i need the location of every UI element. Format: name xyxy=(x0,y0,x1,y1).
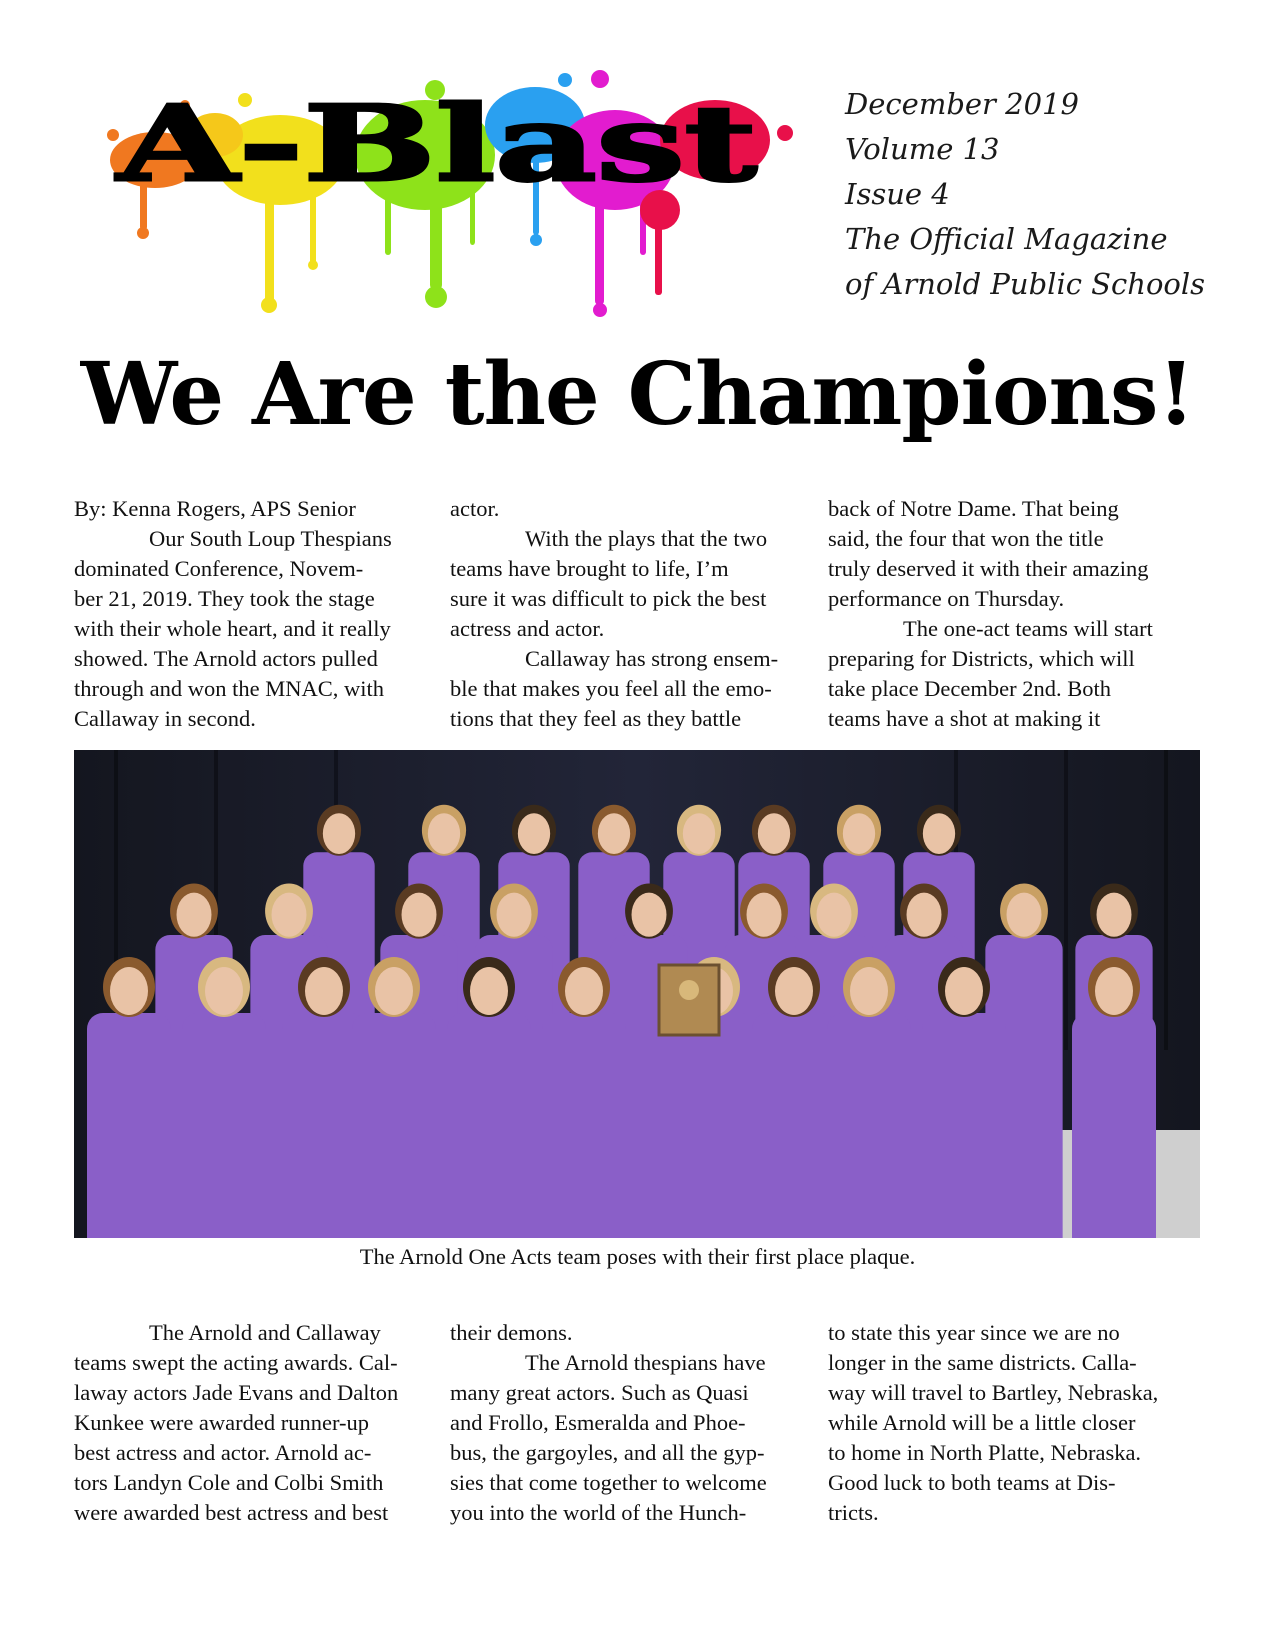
text-line: The Arnold and Callaway xyxy=(149,1320,381,1345)
text-line: actor. xyxy=(450,496,500,521)
headline: We Are the Champions! xyxy=(80,344,1195,445)
tagline-line-2: of Arnold Public Schools xyxy=(845,267,1206,301)
issue-date: December 2019 xyxy=(845,87,1079,121)
text-line: tions that they feel as they battle xyxy=(450,706,742,731)
text-line: performance on Thursday. xyxy=(828,586,1065,611)
text-line: with their whole heart, and it really xyxy=(74,616,391,641)
text-line: ber 21, 2019. They took the stage xyxy=(74,586,375,611)
text-line: showed. The Arnold actors pulled xyxy=(74,646,378,671)
article-column-3-top xyxy=(828,494,1188,734)
masthead-info xyxy=(845,82,1245,307)
text-line: Callaway has strong ensem- xyxy=(525,646,779,671)
text-line: Our South Loup Thespians xyxy=(149,526,392,551)
text-line: Callaway in second. xyxy=(74,706,256,731)
tagline-line-1: The Official Magazine xyxy=(845,222,1168,256)
text-line: said, the four that won the title xyxy=(828,526,1104,551)
text-line: to home in North Platte, Nebraska. xyxy=(828,1440,1142,1465)
volume-number: Volume 13 xyxy=(845,132,1000,166)
logo-title: A-Blast xyxy=(115,82,758,205)
text-line: were awarded best actress and best xyxy=(74,1500,389,1525)
text-line: The Arnold thespians have xyxy=(525,1350,766,1375)
text-line: and Frollo, Esmeralda and Phoe- xyxy=(450,1410,746,1435)
a-blast-logo xyxy=(95,65,855,335)
text-line: ble that makes you feel all the emo- xyxy=(450,676,772,701)
team-photo xyxy=(74,750,1200,1238)
text-line: tricts. xyxy=(828,1500,879,1525)
text-line: way will travel to Bartley, Nebraska, xyxy=(828,1380,1159,1405)
text-line: best actress and actor. Arnold ac- xyxy=(74,1440,372,1465)
text-line: With the plays that the two xyxy=(525,526,768,551)
byline: By: Kenna Rogers, APS Senior xyxy=(74,496,356,521)
text-line: preparing for Districts, which will xyxy=(828,646,1135,671)
text-line: while Arnold will be a little closer xyxy=(828,1410,1136,1435)
text-line: their demons. xyxy=(450,1320,573,1345)
text-line: you into the world of the Hunch- xyxy=(450,1500,747,1525)
text-line: dominated Conference, Novem- xyxy=(74,556,364,581)
text-line: sure it was difficult to pick the best xyxy=(450,586,767,611)
text-line: back of Notre Dame. That being xyxy=(828,496,1119,521)
text-line: sies that come together to welcome xyxy=(450,1470,767,1495)
text-line: bus, the gargoyles, and all the gyp- xyxy=(450,1440,765,1465)
text-line: laway actors Jade Evans and Dalton xyxy=(74,1380,399,1405)
text-line: The one-act teams will start xyxy=(903,616,1153,641)
text-line: longer in the same districts. Calla- xyxy=(828,1350,1137,1375)
text-line: Kunkee were awarded runner-up xyxy=(74,1410,370,1435)
text-line: to state this year since we are no xyxy=(828,1320,1120,1345)
article-column-2-bottom xyxy=(450,1318,810,1528)
text-line: take place December 2nd. Both xyxy=(828,676,1112,701)
text-line: teams have brought to life, I’m xyxy=(450,556,729,581)
text-line: Good luck to both teams at Dis- xyxy=(828,1470,1116,1495)
text-line: many great actors. Such as Quasi xyxy=(450,1380,749,1405)
text-line: actress and actor. xyxy=(450,616,605,641)
text-line: teams swept the acting awards. Cal- xyxy=(74,1350,398,1375)
article-column-2-top xyxy=(450,494,810,734)
text-line: through and won the MNAC, with xyxy=(74,676,384,701)
text-line: truly deserved it with their amazing xyxy=(828,556,1149,581)
text-line: teams have a shot at making it xyxy=(828,706,1101,731)
article-column-3-bottom xyxy=(828,1318,1188,1528)
article-column-1-bottom xyxy=(74,1318,434,1528)
photo-caption: The Arnold One Acts team poses with their first place plaque. xyxy=(359,1244,916,1269)
article-column-1-top xyxy=(74,494,434,734)
text-line: tors Landyn Cole and Colbi Smith xyxy=(74,1470,384,1495)
issue-number: Issue 4 xyxy=(845,177,950,211)
